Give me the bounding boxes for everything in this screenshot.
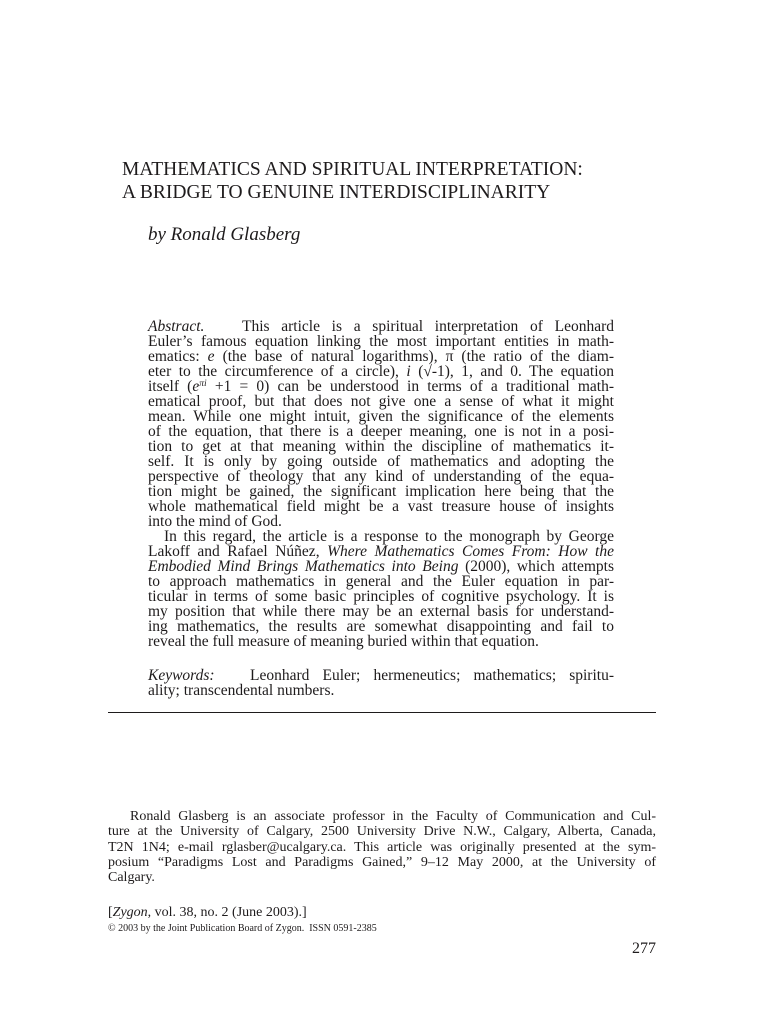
- text-run: itself (: [148, 378, 193, 395]
- abstract-line: [148, 574, 614, 589]
- text-run: ture at the University of Calgary, 2500 University Drive N.W., Calgary, Alberta, Canada,: [108, 824, 656, 840]
- text-run: eter to the circumference of a circle),: [148, 363, 407, 380]
- citation-details: , vol. 38, no. 2 (June 2003).]: [147, 905, 307, 920]
- journal-name: Zygon: [112, 905, 148, 920]
- author-note-line: [108, 840, 656, 855]
- abstract-line: [148, 604, 614, 619]
- abstract-line: [148, 424, 614, 439]
- text-run: In this regard, the article is a response to the monograph by George: [164, 528, 614, 545]
- text-run: +1 = 0) can be understood in terms of a traditional math-: [206, 378, 614, 395]
- abstract-line: [148, 319, 614, 334]
- author-note: [108, 809, 656, 885]
- article-title: [122, 158, 583, 204]
- text-run: ing mathematics, the results are somewhat disappointing and fail to: [148, 618, 614, 635]
- text-run: Lakoff and Rafael Núñez,: [148, 543, 328, 560]
- author-note-line: [108, 809, 656, 824]
- copyright-notice: © 2003 by the Joint Publication Board of Zygon. ISSN 0591-2385: [108, 923, 377, 934]
- abstract-line: [148, 559, 614, 574]
- citation-bracket: [: [108, 905, 113, 920]
- abstract-line: [148, 589, 614, 604]
- text-run: This article is a spiritual interpretation of Leonhard: [242, 318, 614, 335]
- text-run: reveal the full measure of meaning buried within that equation.: [148, 633, 539, 650]
- text-run: self. It is only by going outside of mathematics and adopting the: [148, 453, 614, 470]
- text-run: ematics:: [148, 348, 208, 365]
- abstract-line: [148, 379, 614, 394]
- keywords-label: Keywords:: [148, 667, 215, 684]
- author-note-line: [108, 870, 656, 885]
- keywords-line: [148, 668, 614, 683]
- text-run: (√-1), 1, and 0. The equation: [410, 363, 614, 380]
- separator-rule: [108, 712, 656, 713]
- abstract-line: [148, 469, 614, 484]
- text-run: posium “Paradigms Lost and Paradigms Gained,” 9–12 May 2000, at the University of: [108, 854, 656, 870]
- abstract: [148, 319, 614, 649]
- text-run: Calgary.: [108, 870, 155, 885]
- title-line: A BRIDGE TO GENUINE INTERDISCIPLINARITY: [122, 182, 551, 203]
- abstract-label: Abstract.: [148, 318, 205, 335]
- text-run: perspective of theology that any kind of understanding of the equa-: [148, 468, 614, 485]
- italic-text: e: [207, 348, 215, 365]
- abstract-line: [148, 439, 614, 454]
- text-run: ality; transcendental numbers.: [148, 682, 335, 699]
- citation: [108, 905, 307, 921]
- abstract-line: [148, 634, 614, 649]
- text-run: my position that while there may be an external basis for understand-: [148, 603, 614, 620]
- abstract-line: [148, 454, 614, 469]
- abstract-line: [148, 499, 614, 514]
- abstract-line: [148, 619, 614, 634]
- text-run: mean. While one might intuit, given the significance of the elements: [148, 408, 614, 425]
- abstract-line: [148, 544, 614, 559]
- keywords-line: [148, 683, 614, 698]
- byline: by Ronald Glasberg: [148, 224, 301, 245]
- text-run: Leonhard Euler; hermeneutics; mathematics; spiritu-: [250, 667, 614, 684]
- page-number: 277: [632, 940, 656, 957]
- text-run: ticular in terms of some basic principles of cognitive psychology. It is: [148, 588, 614, 605]
- abstract-line: [148, 514, 614, 529]
- text-run: to approach mathematics in general and the Euler equation in par-: [148, 573, 614, 590]
- italic-text: Where Mathematics Comes From: How the: [327, 543, 614, 560]
- text-run: (2000), which attempts: [458, 558, 614, 575]
- text-run: into the mind of God.: [148, 513, 282, 530]
- text-run: tion might be gained, the significant implication here being that the: [148, 483, 614, 500]
- text-run: whole mathematical field might be a vast treasure house of insights: [148, 498, 614, 515]
- abstract-line: [148, 334, 614, 349]
- abstract-line: [148, 364, 614, 379]
- abstract-line: [148, 529, 614, 544]
- italic-text: i: [406, 363, 411, 380]
- abstract-line: [148, 409, 614, 424]
- author-note-line: [108, 855, 656, 870]
- text-run: (the base of natural logarithms), π (the ratio of the diam-: [214, 348, 614, 365]
- abstract-line: [148, 484, 614, 499]
- abstract-line: [148, 349, 614, 364]
- text-run: ematical proof, but that does not give one a sense of what it might: [148, 393, 614, 410]
- italic-text: Embodied Mind Brings Mathematics into Being: [148, 558, 459, 575]
- text-run: T2N 1N4; e-mail rglasber@ucalgary.ca. This article was originally presented at the sym-: [108, 839, 656, 855]
- text-run: Ronald Glasberg is an associate professor in the Faculty of Communication and Cul-: [130, 809, 656, 824]
- superscript-text: πi: [199, 378, 207, 390]
- author-note-line: [108, 824, 656, 839]
- text-run: of the equation, that there is a deeper meaning, one is not in a posi-: [148, 423, 614, 440]
- text-run: tion to get at that meaning within the discipline of mathematics it-: [148, 438, 614, 455]
- abstract-line: [148, 394, 614, 409]
- text-run: Euler’s famous equation linking the most important entities in math-: [148, 333, 614, 350]
- title-line: MATHEMATICS AND SPIRITUAL INTERPRETATION:: [122, 159, 583, 180]
- italic-text: e: [192, 378, 200, 395]
- keywords: [148, 668, 614, 698]
